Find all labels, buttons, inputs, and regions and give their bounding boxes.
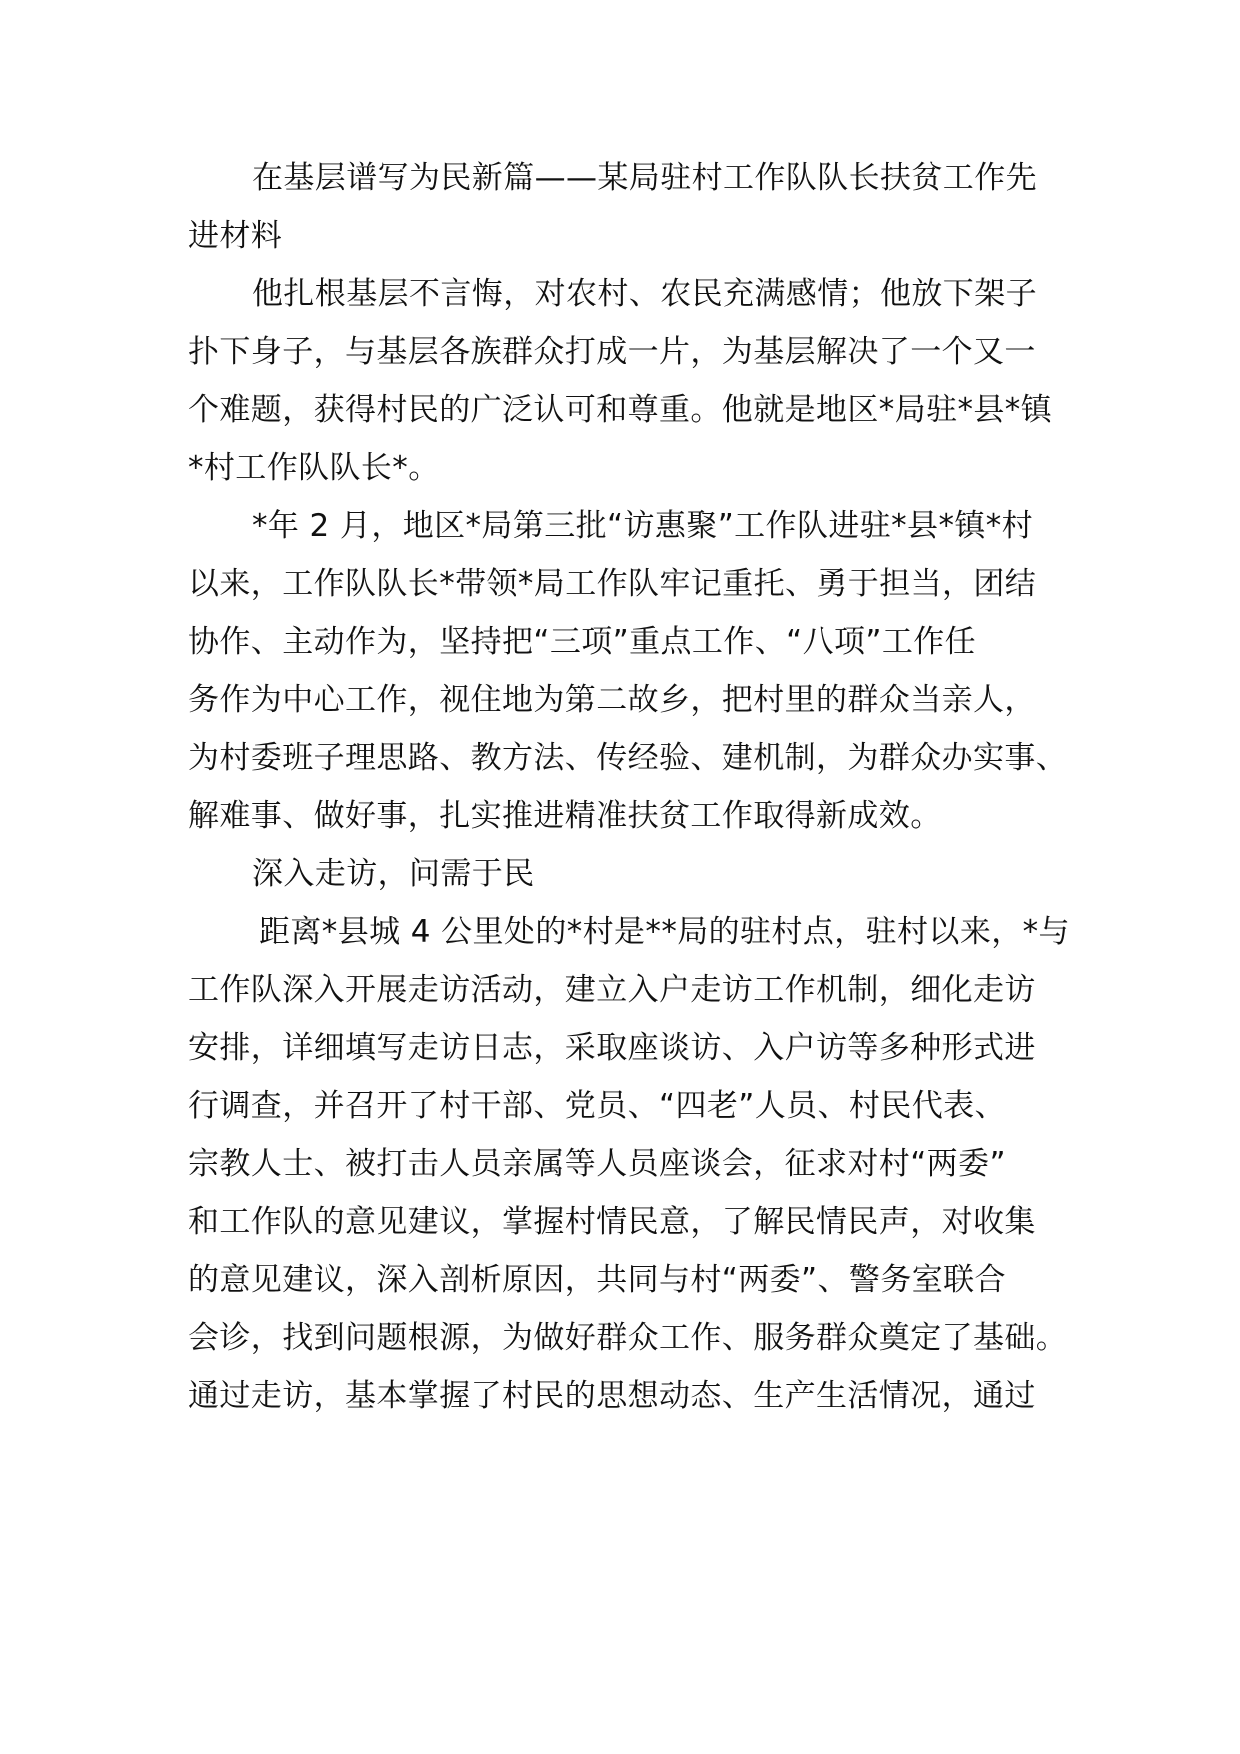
paragraph-line: 为村委班子理思路、教方法、传经验、建机制，为群众办实事、 xyxy=(188,740,1068,776)
paragraph-line: 他扎根基层不言悔，对农村、农民充满感情；他放下架子 xyxy=(252,276,1037,312)
paragraph-line: 协作、主动作为，坚持把“三项”重点工作、“八项”工作任 xyxy=(188,624,977,660)
paragraph-line: 以来，工作队队长*带领*局工作队牢记重托、勇于担当，团结 xyxy=(188,566,1037,602)
document-title-line-2: 进材料 xyxy=(188,218,283,254)
paragraph-line: 扑下身子，与基层各族群众打成一片，为基层解决了一个又一 xyxy=(188,334,1036,370)
paragraph-line: 宗教人士、被打击人员亲属等人员座谈会，征求对村“两委” xyxy=(188,1146,1006,1182)
paragraph-line: 安排，详细填写走访日志，采取座谈访、入户访等多种形式进 xyxy=(188,1030,1036,1066)
paragraph-line: 工作队深入开展走访活动，建立入户走访工作机制，细化走访 xyxy=(188,972,1036,1008)
paragraph-line: *年 2 月，地区*局第三批“访惠聚”工作队进驻*县*镇*村 xyxy=(252,508,1034,544)
paragraph-line: 距离*县城 4 公里处的*村是**局的驻村点，驻村以来，*与 xyxy=(259,914,1070,950)
paragraph-line: 和工作队的意见建议，掌握村情民意，了解民情民声，对收集 xyxy=(188,1204,1036,1240)
paragraph-line: 行调查，并召开了村干部、党员、“四老”人员、村民代表、 xyxy=(188,1088,1006,1124)
paragraph-line: 务作为中心工作，视住地为第二故乡，把村里的群众当亲人， xyxy=(188,682,1036,718)
paragraph-line: *村工作队队长*。 xyxy=(188,450,440,486)
paragraph-line: 通过走访，基本掌握了村民的思想动态、生产生活情况，通过 xyxy=(188,1378,1036,1414)
paragraph-line: 解难事、做好事，扎实推进精准扶贫工作取得新成效。 xyxy=(188,798,942,834)
paragraph-line: 会诊，找到问题根源，为做好群众工作、服务群众奠定了基础。 xyxy=(188,1320,1068,1356)
section-heading: 深入走访，问需于民 xyxy=(252,856,535,892)
document-title-line-1: 在基层谱写为民新篇——某局驻村工作队队长扶贫工作先 xyxy=(252,160,1037,196)
paragraph-line: 的意见建议，深入剖析原因，共同与村“两委”、警务室联合 xyxy=(188,1262,1006,1298)
paragraph-line: 个难题，获得村民的广泛认可和尊重。他就是地区*局驻*县*镇 xyxy=(188,392,1053,428)
